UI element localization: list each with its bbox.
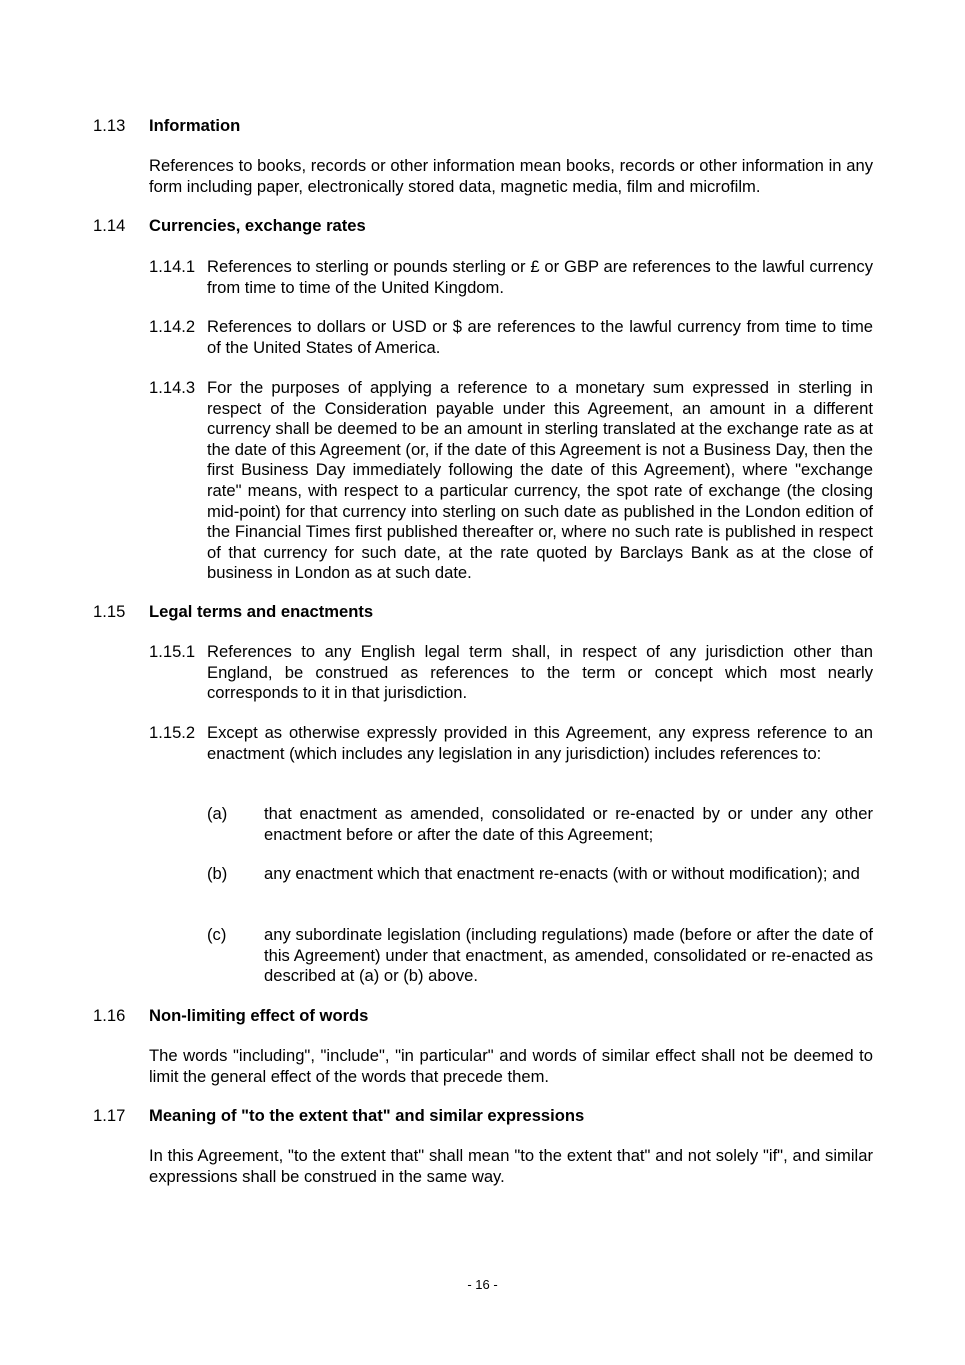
section-heading: Currencies, exchange rates [149,216,366,235]
section-paragraph: In this Agreement, "to the extent that" shall mean "to the extent that" and not solely "if", and similar expressions shall be construed in the same way. [149,1146,873,1186]
item-label: (a) [207,804,228,823]
section-number: 1.13 [93,116,126,135]
item-label: (b) [207,864,228,883]
item-text: that enactment as amended, consolidated or re-enacted by or under any other enactment before or after the date of this Agreement; [264,804,873,844]
section-number: 1.16 [93,1006,126,1025]
section-paragraph: References to books, records or other information mean books, records or other information in any form including paper, electronically stored data, magnetic media, film and microfilm. [149,156,873,196]
item-text: any subordinate legislation (including regulations) made (before or after the date of this Agreement) under that enactment, as amended, consolidated or re-enacted as described at (a) or (b) above. [264,925,873,986]
clause-text: References to any English legal term shall, in respect of any jurisdiction other than England, be construed as references to the term or concept which most nearly corresponds to it in that jurisdiction. [207,642,873,703]
clause-text: References to dollars or USD or $ are references to the lawful currency from time to time of the United States of America. [207,317,873,357]
item-label: (c) [207,925,227,944]
section-heading: Legal terms and enactments [149,602,374,621]
item-text: any enactment which that enactment re-enacts (with or without modification); and [264,864,860,883]
section-number: 1.15 [93,602,126,621]
section-heading: Information [149,116,241,135]
section-number: 1.17 [93,1106,126,1125]
section-number: 1.14 [93,216,126,235]
clause-number: 1.14.3 [149,378,196,397]
clause-number: 1.14.2 [149,317,196,336]
section-heading: Non-limiting effect of words [149,1006,369,1025]
clause-number: 1.15.2 [149,723,196,742]
clause-text: References to sterling or pounds sterling or £ or GBP are references to the lawful currency from time to time of the United Kingdom. [207,257,873,297]
page-number: - 16 - [467,1277,498,1292]
clause-text: Except as otherwise expressly provided in this Agreement, any express reference to an enactment (which includes any legislation in any jurisdiction) includes references to: [207,723,873,763]
section-heading: Meaning of "to the extent that" and similar expressions [149,1106,585,1125]
section-paragraph: The words "including", "include", "in particular" and words of similar effect shall not be deemed to limit the general effect of the words that precede them. [149,1046,873,1086]
clause-number: 1.14.1 [149,257,196,276]
clause-number: 1.15.1 [149,642,196,661]
clause-text: For the purposes of applying a reference to a monetary sum expressed in sterling in respect of the Consideration payable under this Agreement, an amount in a different currency shall be deemed to be an amount in sterling translated at the exchange rate as at the date of this Agreement (or, if the date of this Agreement is not a Business Day, then the first Business Day immediately following the date of this Agreement), where "exchange rate" means, with respect to a particular currency, the spot rate of exchange (the closing mid-point) for that currency into sterling on such date as published in the London edition of the Financial Times first published thereafter or, where no such rate is published in respect of that currency for such date, at the rate quoted by Barclays Bank as at the close of business in London as at such date. [207,378,873,583]
